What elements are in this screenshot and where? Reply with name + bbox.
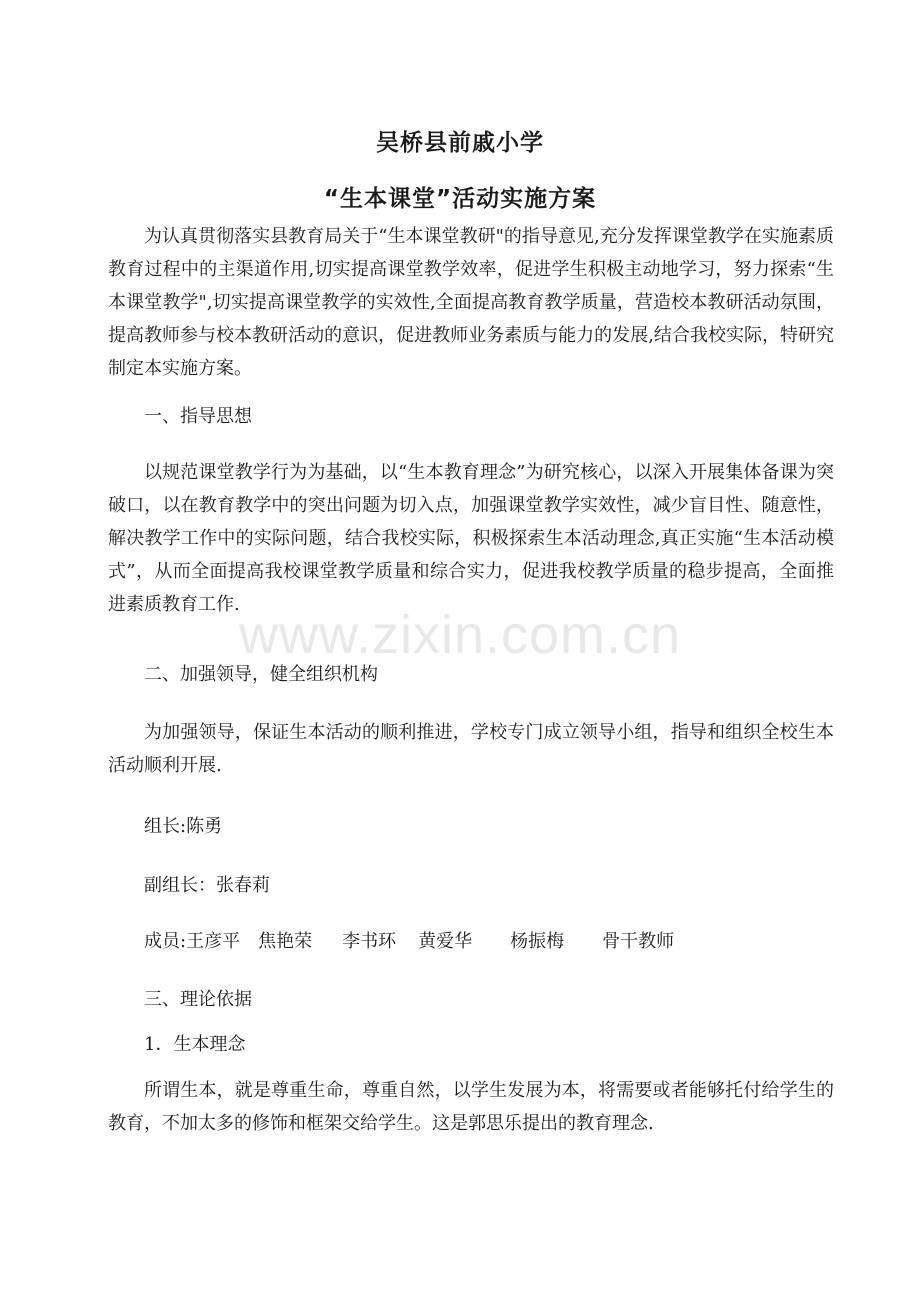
watermark-text: www.zixin.com.cn [238,605,682,665]
vice-leader-line: 副组长：张春莉 [144,875,270,896]
section2-paragraph: 为加强领导，保证生本活动的顺利推进，学校专门成立领导小组，指导和组织全校生本活动顺利开展. [108,722,834,776]
section1-paragraph: 以规范课堂教学行为为基础，以“生本教育理念”为研究核心，以深入开展集体备课为突破口，以在教育教学中的突出问题为切入点，加强课堂教学实效性，减少盲目性、随意性，解决教学工作中的实际问题，结合我校实际，积极探索生本活动理念,真正实施“生本活动模式”，从而全面提高我校课堂教学质量和综合实力，促进我校教学质量的稳步提高，全面推进素质教育工作. [108,462,834,615]
section3-heading: 三、理论依据 [144,989,252,1010]
member-name: 骨干教师 [602,931,675,952]
members-label: 成员: [144,931,187,952]
school-name-title: 吴桥县前戚小学 [376,130,544,156]
members-line [144,925,674,958]
member-name: 李书环 [342,931,397,952]
member-name: 焦艳荣 [258,931,313,952]
plan-title: “生本课堂”活动实施方案 [323,186,597,212]
section1-heading: 一、指导思想 [144,406,252,427]
intro-paragraph: 为认真贯彻落实县教育局关于“生本课堂教研"的指导意见,充分发挥课堂教学在实施素质教育过程中的主渠道作用,切实提高课堂教学效率，促进学生积极主动地学习，努力探索“生本课堂教学",切实提高课堂教学的实效性,全面提高教育教学质量，营造校本教研活动氛围，提高教师参与校本教研活动的意识，促进教师业务素质与能力的发展,结合我校实际，特研究制定本实施方案。 [108,226,834,379]
section2-heading: 二、加强领导，健全组织机构 [144,664,378,685]
member-name: 黄爱华 [418,931,473,952]
member-name: 王彦平 [186,931,241,952]
member-name: 杨振梅 [510,931,565,952]
subsection1-paragraph: 所谓生本，就是尊重生命，尊重自然，以学生发展为本，将需要或者能够托付给学生的教育，不加太多的修饰和框架交给学生。这是郭思乐提出的教育理念. [108,1080,834,1134]
leader-line: 组长:陈勇 [144,816,223,837]
subsection1-heading: 1．生本理念 [144,1034,246,1055]
